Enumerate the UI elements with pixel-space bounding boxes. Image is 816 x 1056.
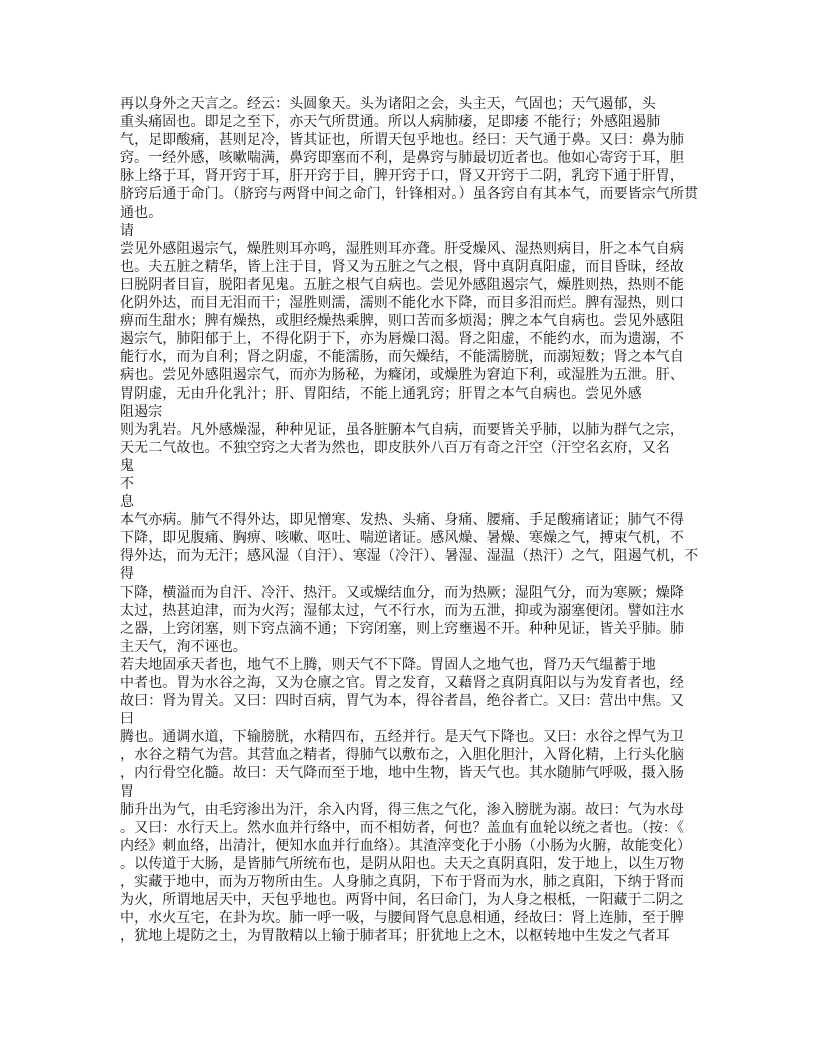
text-line: 痹而生甜水；脾有燥热，或胆经燥热乘脾，则口苦而多烦渴；脾之本气自病也。尝见外感阻 xyxy=(120,313,684,330)
text-line: 主天气，洵不诬也。 xyxy=(120,638,247,655)
text-line: 为火，所谓地居天中，天包乎地也。两肾中间，名曰命门，为人身之根柢，一阳藏于二阴之 xyxy=(120,892,684,909)
text-line: 之器，上窍闭塞，则下窍点滴不通；下窍闭塞，则上窍壅遏不开。种种见证，皆关乎肺。肺 xyxy=(120,620,684,637)
text-line: 得 xyxy=(120,566,135,583)
text-line: 肺升出为气，由毛窍渗出为汗，余入内肾，得三焦之气化，渗入膀胱为溺。故曰：气为水母 xyxy=(120,801,684,818)
text-line: 能行水，而为自利；肾之阴虚，不能濡肠，而矢燥结，不能濡膀胱，而溺短数；肾之本气自 xyxy=(120,349,684,366)
text-line: 也。夫五脏之精华，皆上注于目，肾又为五脏之气之根，肾中真阴真阳虚，而目昏昧，经故 xyxy=(120,258,684,275)
text-line: 化阴外达，而目无泪而干；湿胜则濡，濡则不能化水下降，而目多泪而烂。脾有湿热，则口 xyxy=(120,295,684,312)
text-line: 。以传道于大肠，是皆肺气所统布也，是阴从阳也。夫天之真阴真阳，发于地上，以生万物 xyxy=(120,855,684,872)
text-line: ，内行骨空化髓。故曰：天气降而至于地，地中生物，皆天气也。其水随肺气呼吸，摄入肠 xyxy=(120,765,684,782)
text-line: 不 xyxy=(120,475,135,492)
text-line: 太过，热甚迫津，而为火泻；湿郁太过，气不行水，而为五泄，抑或为溺塞便闭。譬如注水 xyxy=(120,602,684,619)
text-line: ，实藏于地中，而为万物所由生。人身肺之真阴，下布于肾而为水，肺之真阳，下纳于肾而 xyxy=(120,874,684,891)
text-line: 本气亦病。肺气不得外达，即见憎寒、发热、头痛、身痛、腰痛、手足酸痛诸证；肺气不得 xyxy=(120,512,684,529)
text-line: 再以身外之天言之。经云：头圆象天。头为诸阳之会，头主天，气固也；天气遏郁，头 xyxy=(120,96,656,112)
text-line: 曰 xyxy=(120,711,135,728)
text-line: 尝见外感阻遏宗气，燥胜则耳亦鸣，湿胜则耳亦聋。肝受燥风、湿热则病目，肝之本气自病 xyxy=(120,240,684,257)
text-line: 鬼 xyxy=(120,457,135,474)
text-line: 中者也。胃为水谷之海，又为仓廪之官。胃之发育，又藉肾之真阴真阳以与为发育者也，经 xyxy=(120,675,684,691)
text-line: 胃阴虚，无由升化乳汁；肝、胃阳结，不能上通乳窍；肝胃之本气自病也。尝见外感 xyxy=(120,385,642,402)
text-line: 息 xyxy=(120,494,135,511)
text-line: 。又曰：水行天上。然水血并行络中，而不相妨者，何也？盖血有血轮以统之者也。（按：《 xyxy=(120,819,685,836)
text-line: 通也。 xyxy=(120,204,163,221)
text-line: 内经》刺血络，出清汁，便知水血并行血络）。其渣滓变化于小肠（小肠为火腑，故能变化） xyxy=(120,837,692,854)
text-line: 重头痛固也。即足之至下，亦天气所贯通。所以人病肺痿，足即痿 不能行；外感阻遏肺 xyxy=(120,114,661,131)
text-line: 病也。尝见外感阻遏宗气，而亦为肠秘，为癃闭，或燥胜为窘迫下利，或湿胜为五泄。肝、 xyxy=(120,367,684,384)
text-line: ，水谷之精气为营。其营血之精者，得肺气以敷布之，入胆化胆汁，入肾化精，上行头化脑 xyxy=(120,747,684,764)
text-line: 窍。一经外感，咳嗽喘满，鼻窍即塞而不利，是鼻窍与肺最切近者也。他如心寄窍于耳，胆 xyxy=(120,150,684,167)
text-line: 下降，即见腹痛、胸痹、咳嗽、呕吐、喘逆诸证。感风燥、暑燥、寒燥之气，搏束气机，不 xyxy=(120,530,684,547)
text-line: 胃 xyxy=(120,783,135,800)
text-line: 曰脱阴者目盲，脱阳者见鬼。五脏之根气自病也。尝见外感阻遏宗气，燥胜则热，热则不能 xyxy=(120,276,684,293)
text-line: 中，水火互宅，在卦为坎。肺一呼一吸，与腰间肾气息息相通，经故曰：肾上连肺，至于脾 xyxy=(120,910,684,927)
text-line: 故曰：肾为胃关。又曰：四时百病，胃气为本，得谷者昌，绝谷者亡。又曰：营出中焦。又 xyxy=(120,693,684,710)
document-body xyxy=(120,95,720,945)
text-line: 脉上络于耳，肾开窍于耳，肝开窍于目，脾开窍于口，肾又开窍于二阴，乳窍下通于肝胃， xyxy=(120,168,684,185)
text-line: ，犹地上堤防之土，为胃散精以上输于肺者耳；肝犹地上之木，以枢转地中生发之气者耳 xyxy=(120,928,670,945)
text-line: 则为乳岩。凡外感燥湿，种种见证，虽各脏腑本气自病，而要皆关乎肺，以肺为群气之宗， xyxy=(120,421,684,438)
text-line: 脐窍后通于命门。（脐窍与两肾中间之命门，针锋相对。）虽各窍自有其本气，而要皆宗气所贯 xyxy=(120,186,699,203)
text-line: 腾也。通调水道，下输膀胱，水精四布，五经并行。是天气下降也。又曰：水谷之悍气为卫 xyxy=(120,729,684,746)
text-line: 天无二气故也。不独空窍之大者为然也，即皮肤外八百万有奇之汗空（汗空名玄府，又名 xyxy=(120,439,670,456)
text-line: 气，足即酸痛，甚则足冷，皆其证也，所谓天包乎地也。经曰：天气通于鼻。又曰：鼻为肺 xyxy=(120,132,684,149)
text-line: 若夫地固承天者也，地气不上腾，则天气不下降。胃固人之地气也，肾乃天气缊蓄于地 xyxy=(120,656,656,673)
text-line: 得外达，而为无汗；感风湿（自汗）、寒湿（冷汗）、暑湿、湿温（热汗）之气，阻遏气机，不 xyxy=(120,548,699,565)
text-line: 遏宗气，肺阳郁于上，不得化阴于下，亦为唇燥口渴。肾之阳虚，不能约水，而为遗溺，不 xyxy=(120,331,684,348)
text-line: 请 xyxy=(120,222,135,239)
text-line: 阻遏宗 xyxy=(120,403,163,420)
text-line: 下降，横溢而为自汗、冷汗、热汗。又或燥结血分，而为热厥；湿阻气分，而为寒厥；燥降 xyxy=(120,584,684,601)
